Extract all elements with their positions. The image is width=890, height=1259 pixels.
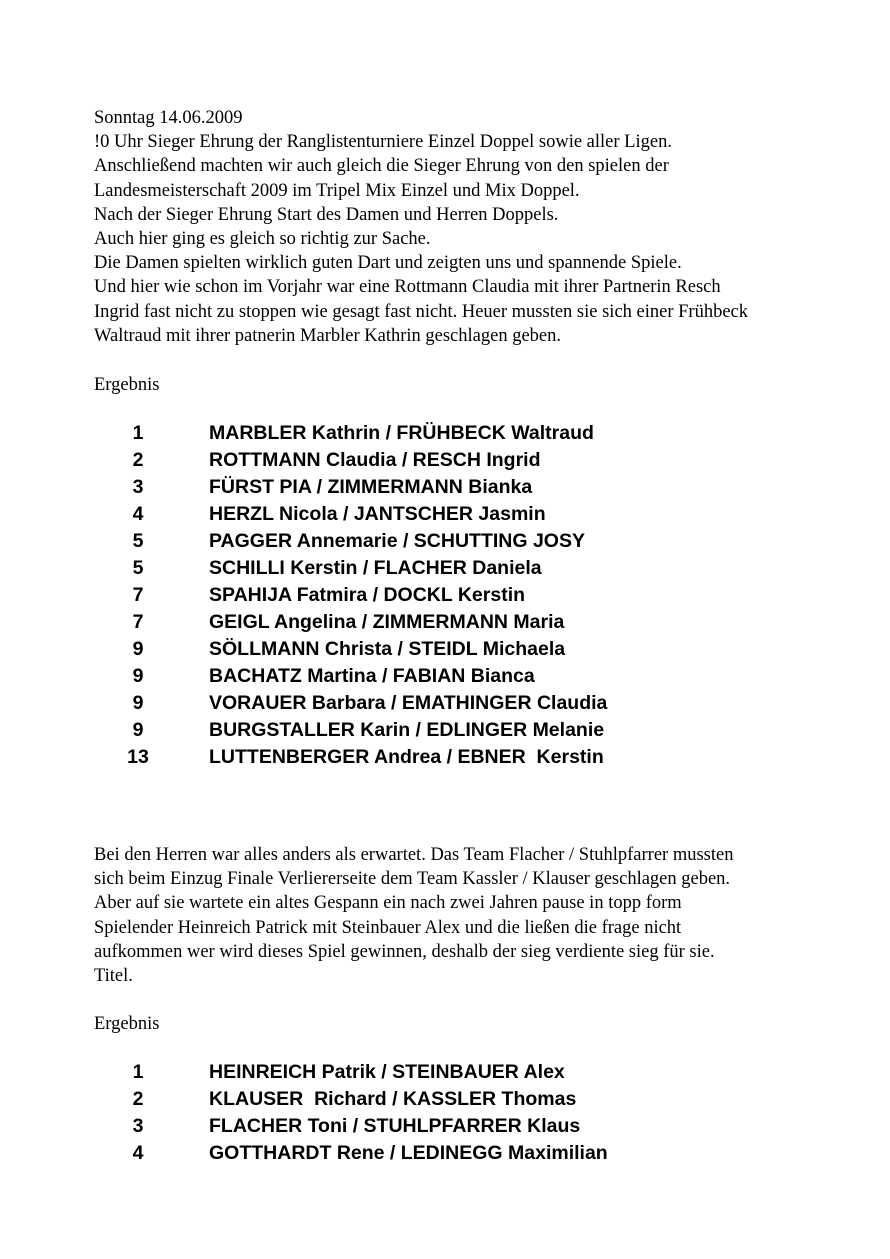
rank: 9	[132, 665, 144, 687]
text-line: Aber auf sie wartete ein altes Gespann ein nach zwei Jahren pause in topp form	[94, 893, 682, 914]
rank: 13	[127, 746, 149, 768]
result-row	[0, 663, 890, 690]
team-names: FÜRST PIA / ZIMMERMANN Bianka	[209, 476, 533, 498]
rank: 1	[132, 1061, 144, 1083]
result-row	[0, 528, 890, 555]
rank: 5	[132, 557, 144, 579]
text-line: Auch hier ging es gleich so richtig zur Sache.	[94, 228, 431, 249]
text-line: Ingrid fast nicht zu stoppen wie gesagt fast nicht. Heuer mussten sie sich einer Frühbeck	[94, 301, 749, 322]
text-line: Nach der Sieger Ehrung Start des Damen und Herren Doppels.	[94, 204, 559, 225]
result-row	[0, 744, 890, 771]
text-line: aufkommen wer wird dieses Spiel gewinnen, deshalb der sieg verdiente sieg für sie.	[94, 941, 715, 962]
result-row	[0, 1140, 890, 1167]
team-names: LUTTENBERGER Andrea / EBNER Kerstin	[209, 746, 604, 768]
result-row	[0, 690, 890, 717]
rank: 2	[132, 449, 144, 471]
text-line: Anschließend machten wir auch gleich die Sieger Ehrung von den spielen der	[94, 156, 669, 177]
team-names: BACHATZ Martina / FABIAN Bianca	[209, 665, 535, 687]
text-line: Spielender Heinreich Patrick mit Steinbauer Alex und die ließen die frage nicht	[94, 917, 682, 938]
rank: 4	[132, 503, 144, 525]
women-result-label: Ergebnis	[94, 375, 160, 395]
rank: 9	[132, 692, 144, 714]
text-line: Sonntag 14.06.2009	[94, 108, 243, 128]
text-line: !0 Uhr Sieger Ehrung der Ranglistenturniere Einzel Doppel sowie aller Ligen.	[94, 132, 672, 153]
rank: 5	[132, 530, 144, 552]
team-names: ROTTMANN Claudia / RESCH Ingrid	[209, 449, 541, 471]
men-result-label: Ergebnis	[94, 1014, 160, 1034]
rank: 2	[132, 1088, 144, 1110]
result-row	[0, 447, 890, 474]
text-line: sich beim Einzug Finale Verliererseite dem Team Kassler / Klauser geschlagen geben.	[94, 869, 731, 890]
team-names: KLAUSER Richard / KASSLER Thomas	[209, 1088, 577, 1110]
result-row	[0, 555, 890, 582]
men-results-list	[0, 1059, 890, 1167]
rank: 1	[132, 422, 144, 444]
text-line: Waltraud mit ihrer patnerin Marbler Kathrin geschlagen geben.	[94, 325, 561, 346]
rank: 4	[132, 1142, 144, 1164]
team-names: PAGGER Annemarie / SCHUTTING JOSY	[209, 530, 585, 552]
team-names: GOTTHARDT Rene / LEDINEGG Maximilian	[209, 1142, 608, 1164]
result-row	[0, 609, 890, 636]
men-intro-paragraph	[94, 843, 854, 988]
team-names: GEIGL Angelina / ZIMMERMANN Maria	[209, 611, 565, 633]
result-row	[0, 1059, 890, 1086]
rank: 7	[132, 611, 144, 633]
result-row	[0, 636, 890, 663]
team-names: BURGSTALLER Karin / EDLINGER Melanie	[209, 719, 605, 741]
text-line: Titel.	[94, 965, 133, 986]
text-line: Die Damen spielten wirklich guten Dart und zeigten uns und spannende Spiele.	[94, 253, 682, 274]
team-names: MARBLER Kathrin / FRÜHBECK Waltraud	[209, 422, 594, 444]
team-names: SPAHIJA Fatmira / DOCKL Kerstin	[209, 584, 526, 606]
team-names: SCHILLI Kerstin / FLACHER Daniela	[209, 557, 542, 579]
result-row	[0, 1113, 890, 1140]
result-row	[0, 717, 890, 744]
team-names: HERZL Nicola / JANTSCHER Jasmin	[209, 503, 546, 525]
rank: 9	[132, 719, 144, 741]
text-line: Landesmeisterschaft 2009 im Tripel Mix Einzel und Mix Doppel.	[94, 180, 580, 201]
women-results-list	[0, 420, 890, 771]
text-line: Und hier wie schon im Vorjahr war eine Rottmann Claudia mit ihrer Partnerin Resch	[94, 277, 721, 298]
rank: 3	[132, 476, 144, 498]
rank: 7	[132, 584, 144, 606]
result-row	[0, 474, 890, 501]
intro-paragraph	[94, 106, 854, 348]
team-names: FLACHER Toni / STUHLPFARRER Klaus	[209, 1115, 581, 1137]
text-line: Bei den Herren war alles anders als erwartet. Das Team Flacher / Stuhlpfarrer mussten	[94, 845, 734, 865]
result-row	[0, 582, 890, 609]
team-names: HEINREICH Patrik / STEINBAUER Alex	[209, 1061, 565, 1083]
result-row	[0, 501, 890, 528]
team-names: VORAUER Barbara / EMATHINGER Claudia	[209, 692, 608, 714]
rank: 3	[132, 1115, 144, 1137]
result-row	[0, 1086, 890, 1113]
result-row	[0, 420, 890, 447]
team-names: SÖLLMANN Christa / STEIDL Michaela	[209, 638, 566, 660]
rank: 9	[132, 638, 144, 660]
